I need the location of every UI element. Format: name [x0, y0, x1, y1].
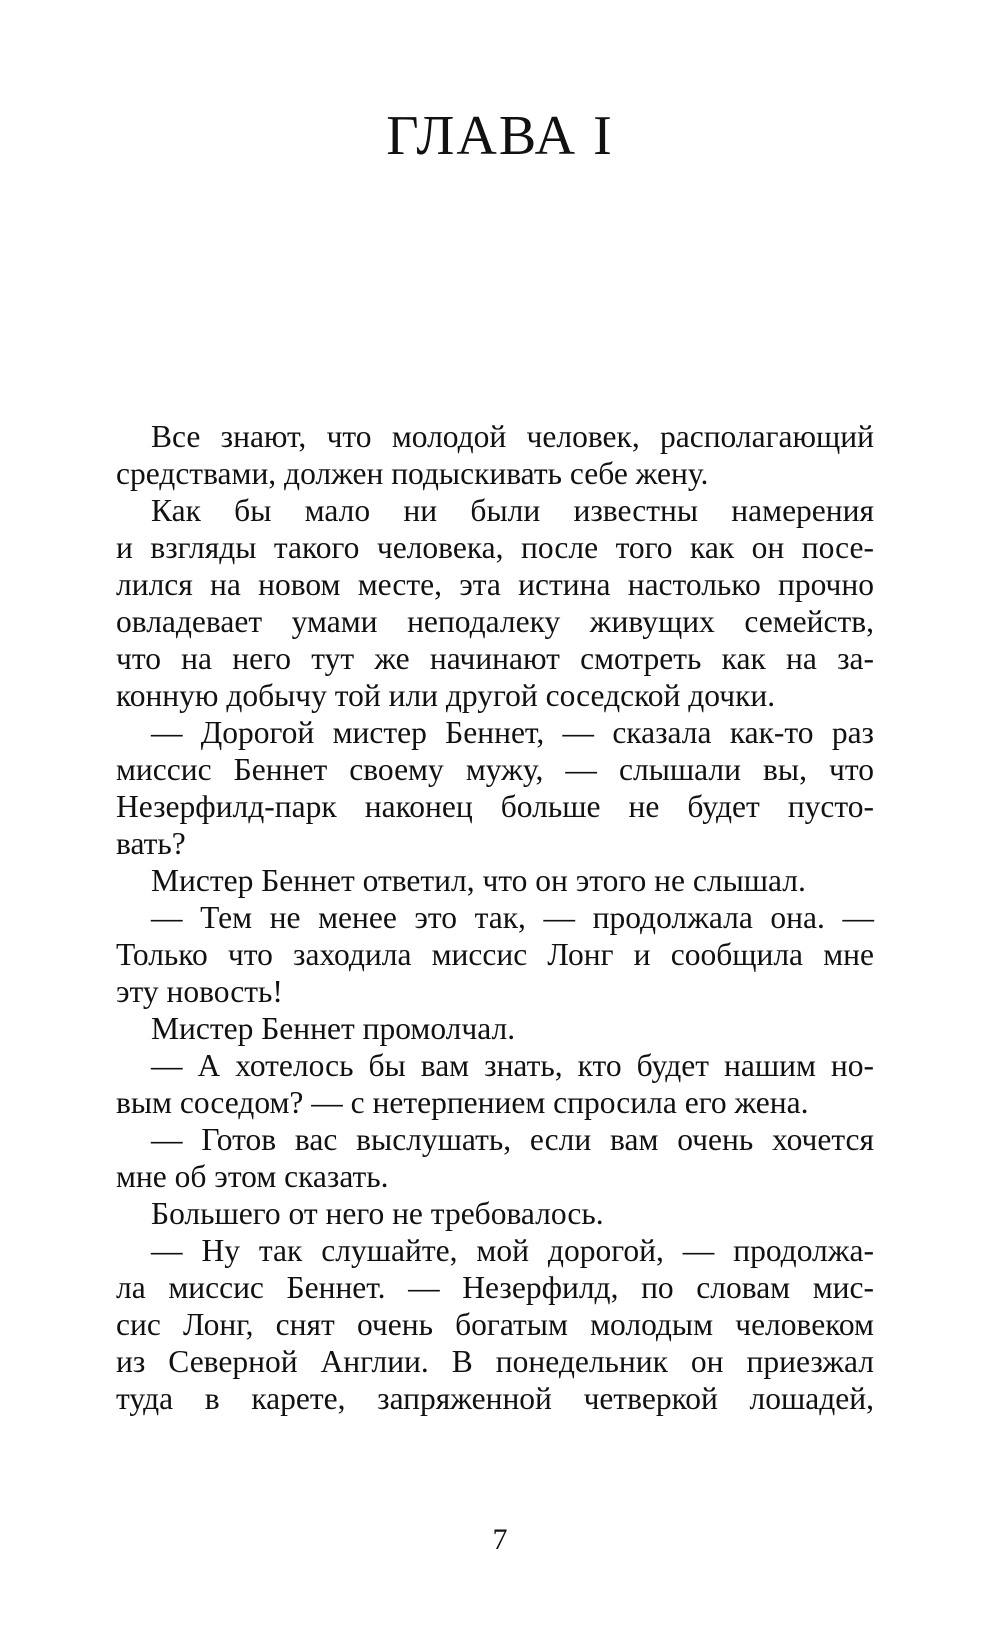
text-line: Незерфилд-парк наконец больше не будет пусто- [116, 789, 874, 824]
text-line: из Северной Англии. В понедельник он приезжал [116, 1344, 874, 1379]
text-line: — Ну так слушайте, мой дорогой, — продолжа- [151, 1233, 874, 1268]
text-line: Все знают, что молодой человек, располагающий [151, 419, 874, 454]
chapter-title: ГЛАВА I [386, 105, 614, 167]
text-line: Мистер Беннет ответил, что он этого не слышал. [151, 863, 806, 898]
text-line: что на него тут же начинают смотреть как на за- [116, 641, 874, 676]
page-number: 7 [492, 1523, 508, 1556]
text-line: миссис Беннет своему мужу, — слышали вы, что [116, 752, 874, 787]
text-line: и взгляды такого человека, после того как он посе- [116, 530, 874, 565]
text-line: — Дорогой мистер Беннет, — сказала как-то раз [151, 715, 874, 750]
text-line: вать? [116, 826, 186, 861]
text-line: Большего от него не требовалось. [151, 1196, 604, 1231]
text-line: эту новость! [116, 974, 283, 1009]
text-line: — Готов вас выслушать, если вам очень хочется [151, 1122, 874, 1157]
text-line: вым соседом? — с нетерпением спросила его жена. [116, 1085, 809, 1120]
text-line: лился на новом месте, эта истина настолько прочно [116, 567, 874, 602]
text-line: сис Лонг, снят очень богатым молодым человеком [116, 1307, 874, 1342]
text-line: овладевает умами неподалеку живущих семейств, [116, 604, 874, 639]
text-line: Как бы мало ни были известны намерения [151, 493, 874, 528]
text-line: — Тем не менее это так, — продолжала она. — [151, 900, 874, 935]
text-line: ла миссис Беннет. — Незерфилд, по словам мис- [116, 1270, 874, 1305]
text-line: — А хотелось бы вам знать, кто будет нашим но- [151, 1048, 874, 1083]
text-line: Мистер Беннет промолчал. [151, 1011, 516, 1046]
text-line: туда в карете, запряженной четверкой лошадей, [116, 1381, 874, 1416]
text-line: мне об этом сказать. [116, 1159, 389, 1194]
text-line: конную добычу той или другой соседской дочки. [116, 678, 776, 713]
text-line: Только что заходила миссис Лонг и сообщила мне [116, 937, 874, 972]
text-line: средствами, должен подыскивать себе жену. [116, 456, 709, 491]
body-text [116, 418, 874, 1417]
